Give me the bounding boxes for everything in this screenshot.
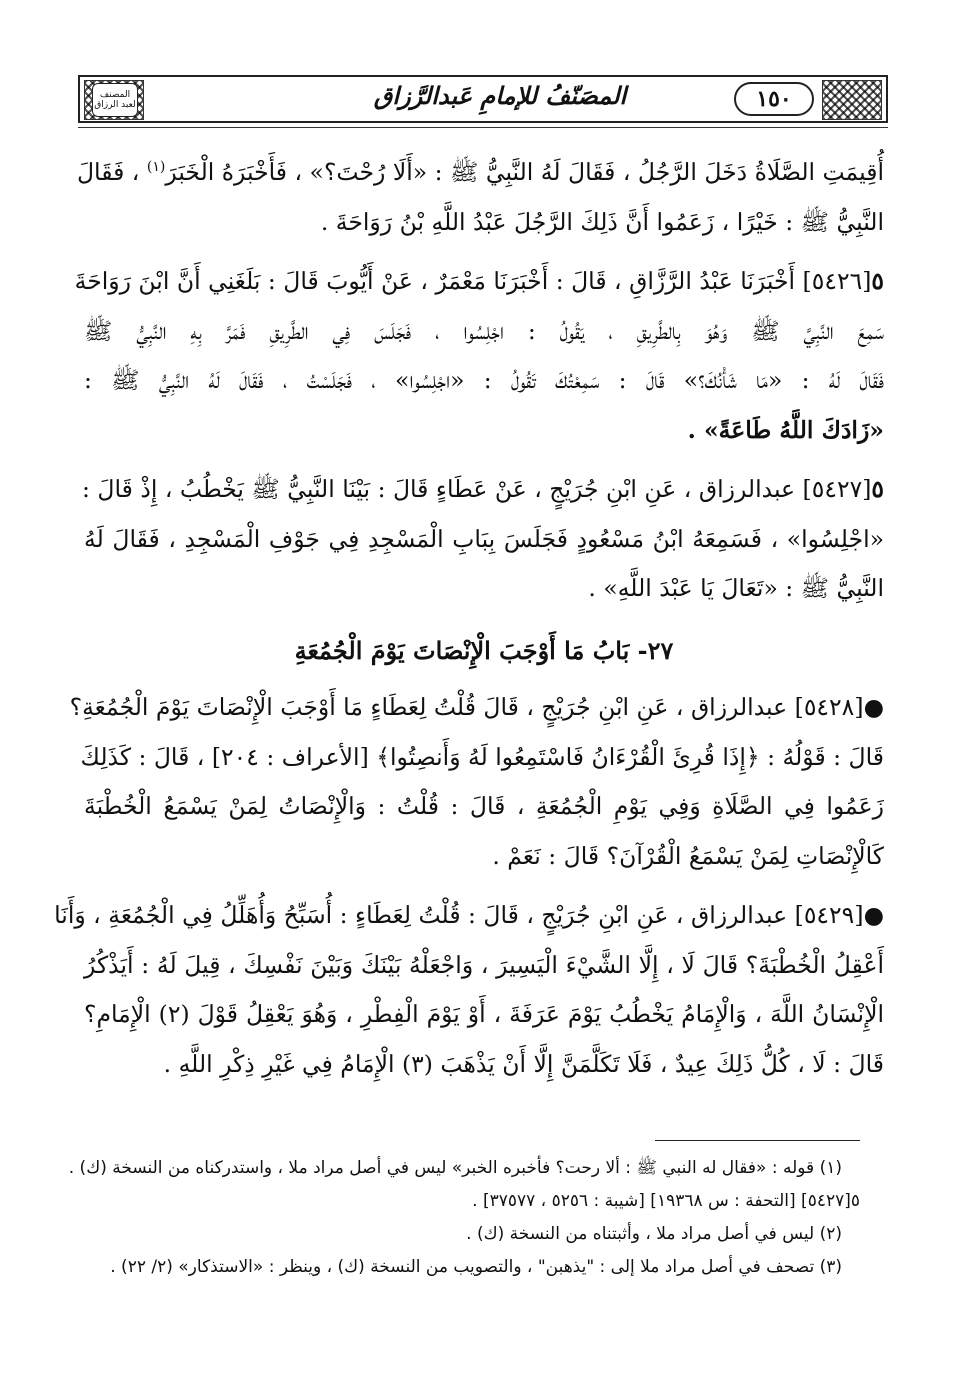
- hadith-marker: ●: [863, 901, 884, 929]
- text-line: قَالَ : قَوْلُهُ : ﴿إِذَا قُرِئَ الْقُرْءَانُ فَاسْتَمِعُوا لَهُ وَأَنصِتُوا﴾ [الأعراف : ٢٠٤] ، قَالَ : كَذَلِكَ: [80, 742, 884, 771]
- text-line: كَالْإِنْصَاتِ لِمَنْ يَسْمَعُ الْقُرْآنَ؟ قَالَ : نَعَمْ .: [492, 841, 884, 870]
- footnote-ref[interactable]: (١): [146, 159, 166, 176]
- text-line: الْإِنْسَانُ اللَّهَ ، وَالْإِمَامُ يَخْطُبُ يَوْمَ عَرَفَةَ ، أَوْ يَوْمَ الْفِطْرِ ، وَهُوَ يَعْقِلُ قَوْلَ (٢) الْإِمَامِ؟: [84, 1000, 885, 1028]
- footnote-2: (٢) ليس في أصل مراد ملا ، وأثبتناه من النسخة (ك) .: [466, 1224, 842, 1244]
- text-line: النَّبِيُّ ﷺ : خَيْرًا ، زَعَمُوا أَنَّ ذَلِكَ الرَّجُلَ عَبْدُ اللَّهِ بْنُ رَوَاحَةَ .: [320, 207, 884, 236]
- text-line: فَقَالَ لَهُ : «مَا شَأْنُكَ؟» قَالَ : سَمِعْتُكَ تَقُولُ : «اجْلِسُوا» ، فَجَلَسْتُ ، فَقَالَ لَهُ النَّبِيُّ ﷺ :: [84, 366, 884, 394]
- book-title: المصَنّفُ للإمامِ عَبدالرَّزاق: [373, 81, 627, 110]
- text-line: زَعَمُوا فِي الصَّلَاةِ وَفِي يَوْمِ الْجُمُعَةِ ، قَالَ : قُلْتُ : وَالْإِنْصَاتُ لِمَنْ يَسْمَعُ الْخُطْبَةَ: [84, 792, 884, 820]
- text-line: ●[٥٤٢٩] عبدالرزاق ، عَنِ ابْنِ جُرَيْجٍ ، قَالَ : قُلْتُ لِعَطَاءٍ : أُسَبِّحُ وَأُهَلِّلُ فِي الْجُمُعَةِ ، وَأَنَا: [54, 901, 884, 929]
- hadith-marker: ٥: [871, 267, 884, 295]
- text-line: ٥[٥٤٢٧] عبدالرزاق ، عَنِ ابْنِ جُرَيْجٍ ، عَنْ عَطَاءٍ قَالَ : بَيْنَا النَّبِيُّ ﷺ يَخْطُبُ ، إِذْ قَالَ :: [82, 475, 884, 503]
- hadith-marker: ●: [863, 693, 884, 721]
- page-header: [78, 75, 888, 123]
- footnote-separator: [655, 1140, 860, 1141]
- text-line: قَالَ : لَا ، كُلُّ ذَلِكَ عِيدٌ ، فَلَا تَكَلَّمَنَّ إِلَّا أَنْ يَذْهَبَ (٣) الْإِمَامُ فِي غَيْرِ ذِكْرِ اللَّهِ .: [163, 1049, 884, 1078]
- text-line: أَعْقِلُ الْخُطْبَةَ؟ قَالَ لَا ، إِلَّا الشَّيْءَ الْيَسِيرَ ، وَاجْعَلْهُ بَيْنَكَ وَبَيْنَ نَفْسِكَ ، قِيلَ لَهُ : أَيَذْكُرُ: [84, 950, 884, 979]
- text-line: ٥[٥٤٢٦] أَخْبَرَنَا عَبْدُ الرَّزَّاقِ ، قَالَ : أَخْبَرَنَا مَعْمَرٌ ، عَنْ أَيُّوبَ قَالَ : بَلَغَنِي أَنَّ ابْنَ رَوَاحَةَ: [74, 267, 884, 295]
- paragraph-continuation: [76, 148, 884, 247]
- footnote-1: (١) قوله : «فقال له النبي ﷺ : ألا رحت؟ فأخبره الخبر» ليس في أصل مراد ملا ، واستدركناه من النسخة (ك) .: [68, 1158, 842, 1178]
- logo-text: المصنف لعبد الرزاق: [94, 90, 136, 110]
- header-rule: [78, 127, 888, 128]
- footnote-source-5427: ٥[٥٤٢٧] [التحفة : س ١٩٣٦٨] [شيبة : ٥٢٥٦ ، ٣٧٥٧٧] .: [472, 1191, 860, 1211]
- hadith-marker: ٥: [871, 475, 884, 503]
- page-number: ١٥٠: [734, 82, 814, 116]
- text-line: سَمِعَ النَّبِيَّ ﷺ وَهُوَ بِالطَّرِيقِ ، يَقُولُ : اجْلِسُوا ، فَجَلَسَ فِي الطَّرِيقِ فَمَرَّ بِهِ النَّبِيُّ ﷺ: [84, 316, 884, 345]
- text-line: النَّبِيُّ ﷺ : «تَعَالَ يَا عَبْدَ اللَّهِ» .: [588, 574, 884, 602]
- right-ornament-icon: [822, 80, 882, 120]
- book-logo: [92, 83, 138, 117]
- main-text: [54, 148, 885, 1099]
- footnote-3: (٣) تصحف في أصل مراد ملا إلى : "يذهبن" ، والتصويب من النسخة (ك) ، وينظر : «الاستذكار» (٢/ ٢٢) .: [110, 1257, 842, 1277]
- text-line: «زَادَكَ اللَّهُ طَاعَةً» .: [687, 415, 884, 444]
- section-heading: ٢٧- بَابُ مَا أَوْجَبَ الْإِنْصَاتَ يَوْمَ الْجُمُعَةِ: [294, 635, 674, 665]
- hadith-5426: [74, 257, 884, 455]
- text-line: أُقِيمَتِ الصَّلَاةُ دَخَلَ الرَّجُلُ ، فَقَالَ لَهُ النَّبِيُّ ﷺ : «أَلَا رُحْتَ؟» ، فَأَخْبَرَهُ الْخَبَرَ$^{(١)}$ ، فَقَالَ: [76, 158, 884, 186]
- text-line: ●[٥٤٢٨] عبدالرزاق ، عَنِ ابْنِ جُرَيْجٍ ، قَالَ قُلْتُ لِعَطَاءٍ مَا أَوْجَبَ الْإِنْصَاتَ يَوْمَ الْجُمُعَةِ؟: [69, 693, 884, 721]
- hadith-5427: [84, 465, 884, 614]
- hadith-5428: [69, 683, 884, 881]
- hadith-5429: [54, 891, 885, 1089]
- text-line: «اجْلِسُوا» ، فَسَمِعَهُ ابْنُ مَسْعُودٍ فَجَلَسَ بِبَابِ الْمَسْجِدِ فِي جَوْفِ الْمَسْجِدِ ، فَقَالَ لَهُ: [84, 524, 884, 553]
- footnotes: [68, 1152, 860, 1284]
